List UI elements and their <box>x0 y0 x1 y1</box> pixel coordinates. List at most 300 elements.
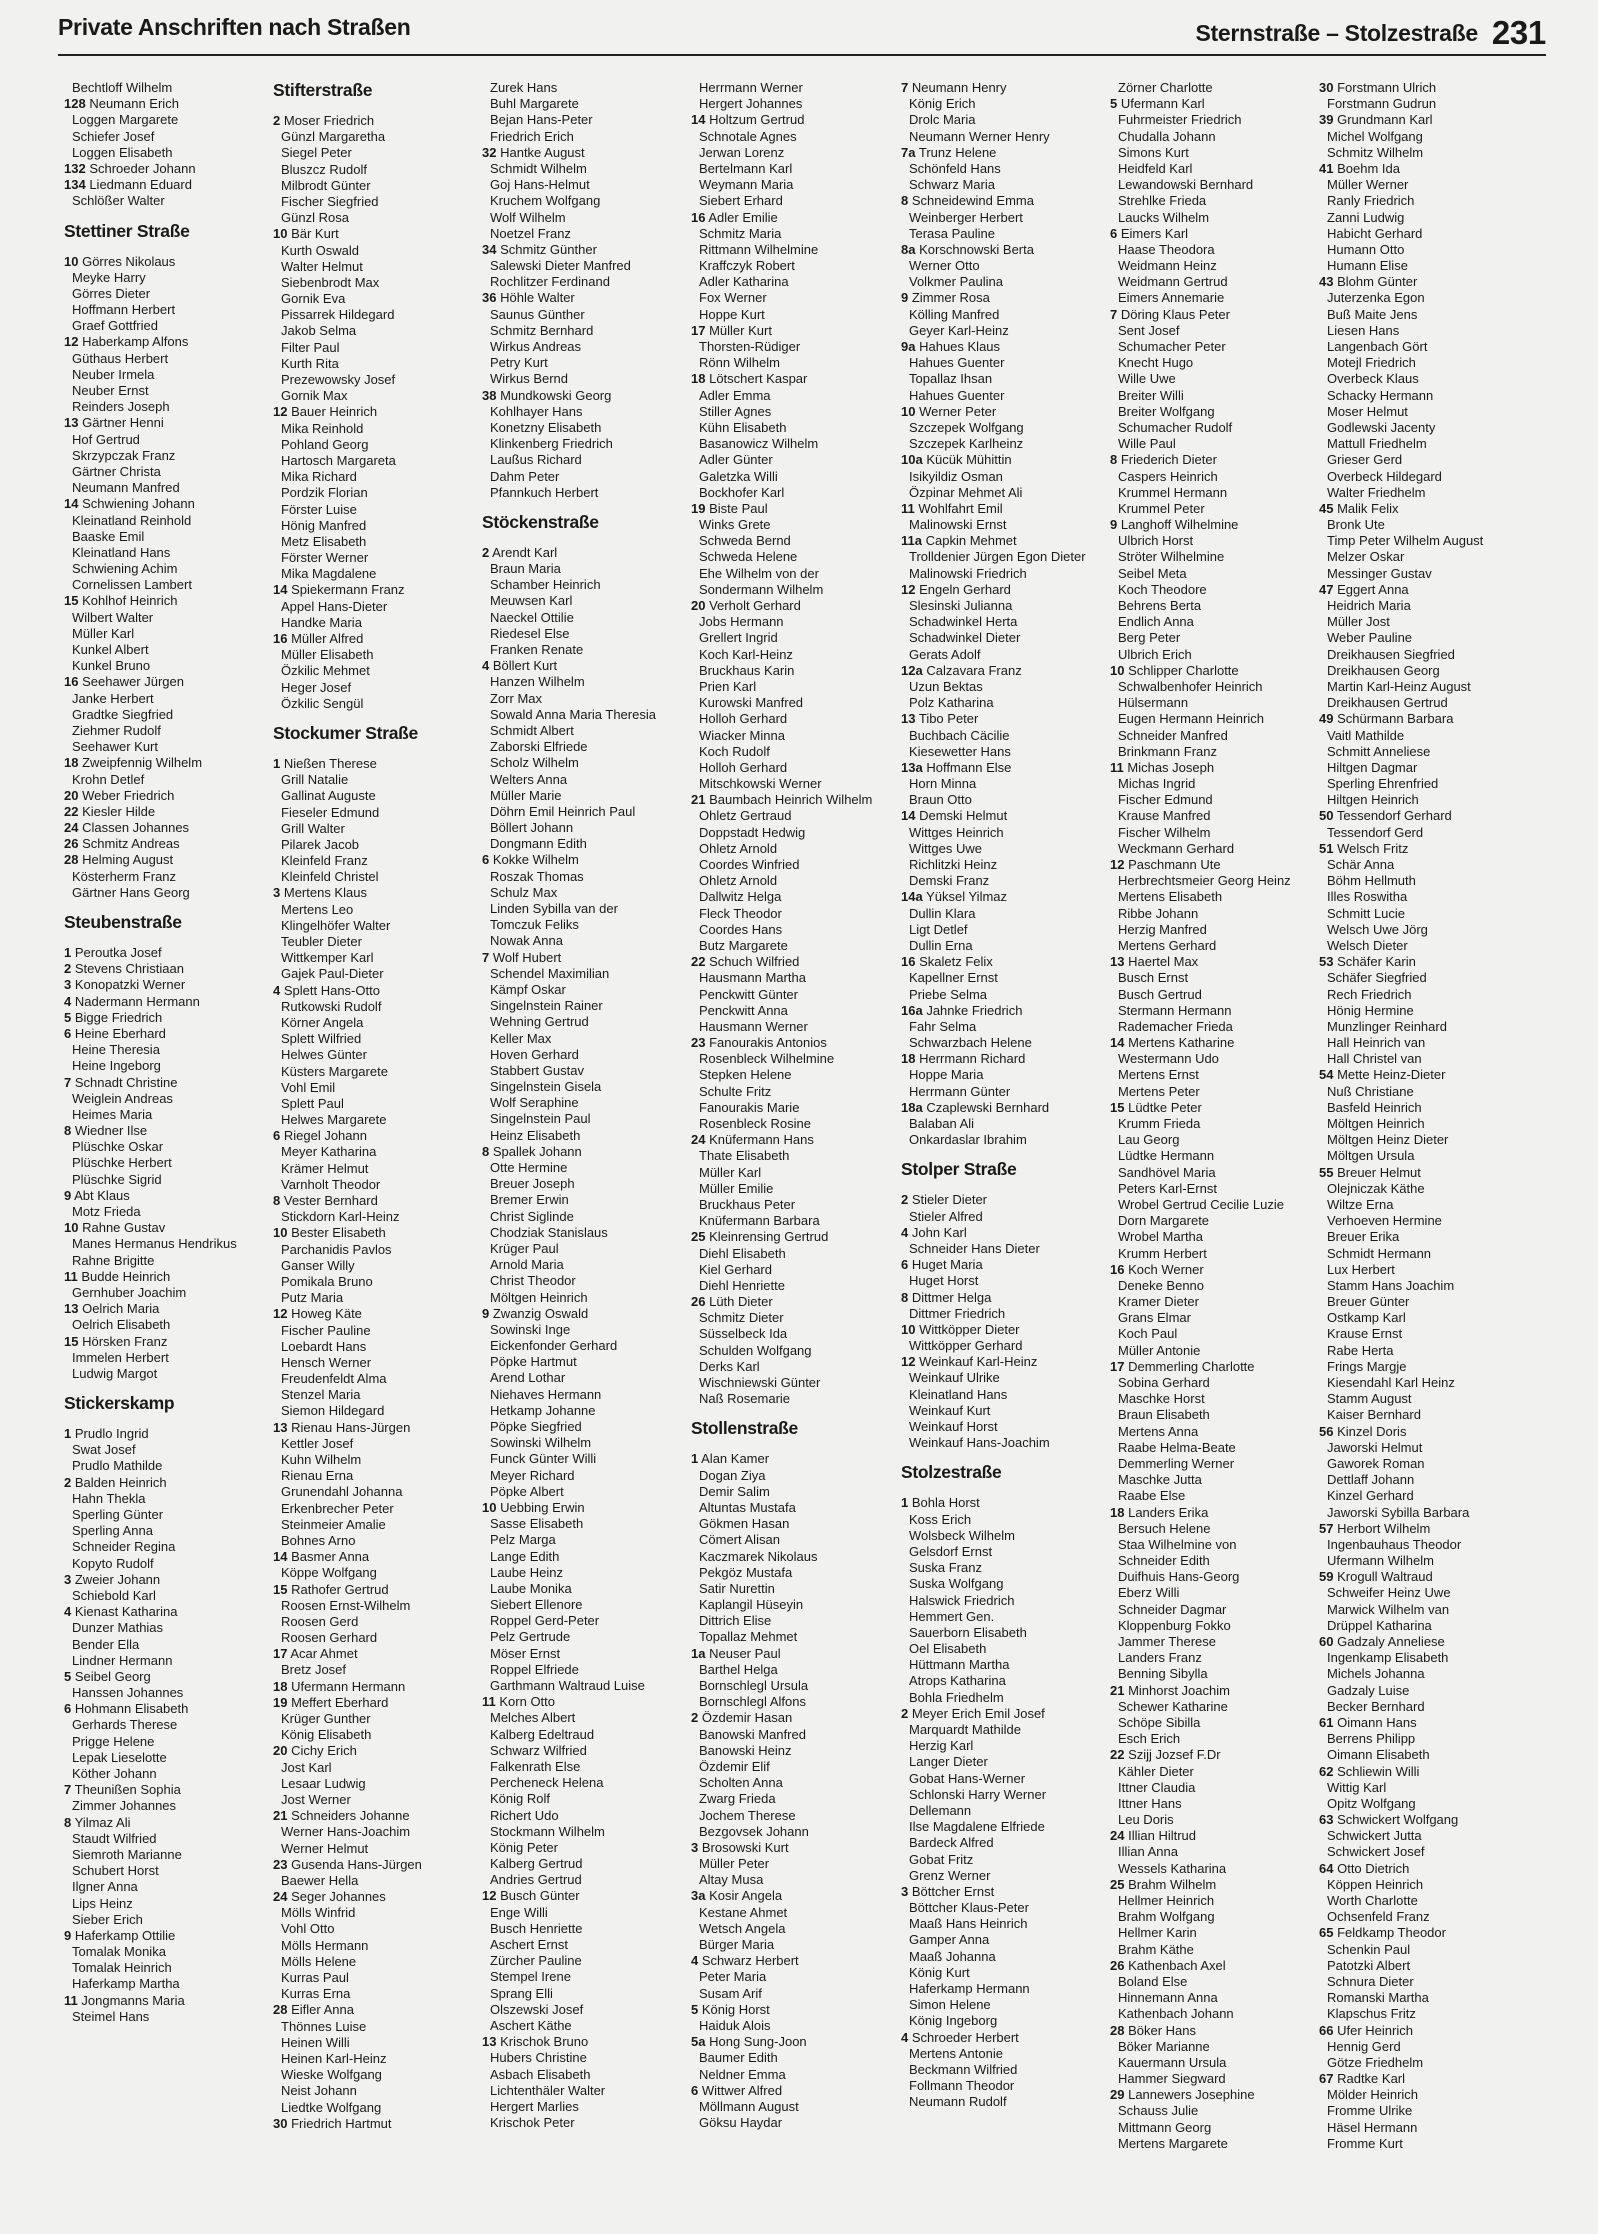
resident-entry <box>273 1242 483 1258</box>
resident-entry <box>1319 469 1529 485</box>
resident-entry <box>64 129 274 145</box>
resident-entry <box>1319 792 1529 808</box>
resident-name: Prezewowsky Josef <box>281 372 396 387</box>
resident-entry <box>1319 404 1529 420</box>
resident-entry <box>901 1771 1111 1787</box>
resident-entry <box>1319 1537 1529 1553</box>
resident-name: Kathenbach Axel <box>1128 1957 1226 1973</box>
resident-name: Kosir Angela <box>709 1888 783 1904</box>
house-number: 8 <box>482 1143 490 1159</box>
resident-entry <box>64 1701 274 1717</box>
resident-name: Weinkauf Hans-Joachim <box>909 1435 1050 1451</box>
resident-name: Priebe Selma <box>909 986 988 1002</box>
resident-entry <box>64 1058 274 1074</box>
resident-entry <box>1110 1343 1320 1359</box>
resident-entry <box>482 226 692 242</box>
resident-entry <box>1319 226 1529 242</box>
resident-name: Hausmann Werner <box>699 1018 808 1034</box>
resident-name: Reinders Joseph <box>72 399 170 415</box>
resident-name: Kunkel Bruno <box>72 658 151 674</box>
resident-name: Seger Johannes <box>291 1889 386 1905</box>
resident-entry <box>64 1539 274 1555</box>
resident-name: Eggert Anna <box>1337 581 1409 597</box>
resident-name: Mitschkowski Werner <box>699 776 822 792</box>
resident-name: Wilbert Walter <box>72 609 154 625</box>
resident-entry <box>1110 1197 1320 1213</box>
resident-name: Bester Elisabeth <box>291 1225 386 1241</box>
house-number: 8 <box>64 1814 72 1830</box>
resident-name: Berrens Philipp <box>1327 1731 1416 1747</box>
resident-name: Lannewers Josephine <box>1128 2087 1255 2103</box>
resident-name: Schumacher Rudolf <box>1118 419 1233 435</box>
resident-name: Gaworek Roman <box>1327 1455 1425 1471</box>
resident-entry <box>273 113 483 129</box>
house-number: 3 <box>691 1839 699 1855</box>
resident-entry <box>273 534 483 550</box>
resident-name: Malinowski Ernst <box>909 517 1007 533</box>
resident-entry <box>64 1620 274 1636</box>
resident-name: Radtke Karl <box>1337 2071 1406 2087</box>
resident-name: Balden Heinrich <box>74 1474 167 1490</box>
resident-entry <box>901 2030 1111 2046</box>
resident-name: Wischniewski Günter <box>699 1375 821 1390</box>
resident-entry <box>1319 825 1529 841</box>
resident-entry <box>901 1132 1111 1148</box>
resident-entry <box>901 614 1111 630</box>
resident-entry <box>1110 1407 1320 1423</box>
resident-entry <box>1110 404 1320 420</box>
house-number: 9 <box>901 290 909 306</box>
resident-name: Schlößer Walter <box>72 193 165 209</box>
resident-name: Naß Rosemarie <box>699 1391 791 1407</box>
resident-entry <box>482 642 692 658</box>
resident-name: Winks Grete <box>699 517 771 533</box>
resident-entry <box>273 1387 483 1403</box>
house-number: 25 <box>1110 1876 1125 1892</box>
resident-entry <box>901 1419 1111 1435</box>
resident-name: Huget Maria <box>911 1257 983 1273</box>
resident-entry <box>901 517 1111 533</box>
resident-entry <box>273 1954 483 1970</box>
resident-entry <box>273 1921 483 1937</box>
resident-name: Becker Bernhard <box>1327 1698 1425 1714</box>
resident-entry <box>1319 873 1529 889</box>
resident-entry <box>273 1986 483 2002</box>
house-number: 43 <box>1319 274 1334 290</box>
resident-name: Sowald Anna Maria Theresia <box>490 706 656 722</box>
house-number: 12 <box>482 1888 497 1904</box>
resident-entry <box>901 404 1111 420</box>
resident-name: König Peter <box>490 1839 558 1855</box>
resident-entry <box>901 1387 1111 1403</box>
resident-name: Stempel Irene <box>490 1969 571 1985</box>
resident-name: Grenz Werner <box>909 1867 991 1883</box>
resident-entry <box>64 1139 274 1155</box>
resident-name: Haiduk Alois <box>699 2017 771 2033</box>
resident-entry <box>273 275 483 291</box>
resident-entry <box>691 290 901 306</box>
resident-name: Gärtner Christa <box>72 463 161 479</box>
resident-entry <box>273 1128 483 1144</box>
resident-name: Welsch Dieter <box>1327 937 1408 953</box>
resident-name: Konopatzki Werner <box>74 977 186 993</box>
resident-name: Möltgen Heinrich <box>490 1289 588 1305</box>
resident-entry <box>482 1306 692 1322</box>
resident-name: Hönig Manfred <box>281 517 367 533</box>
resident-entry <box>1319 452 1529 468</box>
resident-name: Krummel Peter <box>1118 500 1205 516</box>
resident-name: Forstmann Gudrun <box>1327 96 1437 112</box>
resident-name: Gobat Hans-Werner <box>909 1770 1026 1786</box>
resident-entry <box>482 1597 692 1613</box>
resident-name: Fox Werner <box>699 290 767 306</box>
resident-entry <box>901 1019 1111 1035</box>
resident-name: Banowski Manfred <box>699 1726 806 1742</box>
street-heading: Stöckenstraße <box>482 511 599 532</box>
directory-column <box>482 80 692 2131</box>
resident-name: Plüschke Sigrid <box>72 1171 162 1187</box>
resident-entry <box>482 917 692 933</box>
resident-name: Tibo Peter <box>918 711 979 727</box>
resident-entry <box>482 242 692 258</box>
resident-entry <box>482 210 692 226</box>
resident-name: Kleinfeld Christel <box>281 869 379 885</box>
resident-name: Ulbrich Horst <box>1118 533 1194 549</box>
resident-entry <box>273 1209 483 1225</box>
resident-entry <box>482 1581 692 1597</box>
resident-name: Pöpke Siegfried <box>490 1419 582 1434</box>
resident-entry <box>901 1084 1111 1100</box>
resident-entry <box>273 1760 483 1776</box>
resident-entry <box>64 1734 274 1750</box>
resident-name: Roosen Gerhard <box>281 1630 378 1646</box>
resident-entry <box>1319 1326 1529 1342</box>
resident-name: Wolsbeck Wilhelm <box>909 1527 1015 1543</box>
resident-entry <box>901 112 1111 128</box>
resident-name: Hanzen Wilhelm <box>490 674 585 690</box>
resident-name: Helwes Günter <box>281 1047 367 1063</box>
resident-name: Illes Roswitha <box>1327 889 1408 905</box>
resident-entry <box>1319 1569 1529 1585</box>
resident-name: Schürmann Barbara <box>1337 711 1454 727</box>
resident-entry <box>901 1435 1111 1451</box>
resident-name: Möser Ernst <box>490 1645 561 1661</box>
resident-name: Suska Wolfgang <box>909 1576 1004 1592</box>
resident-entry <box>1319 922 1529 938</box>
resident-name: Gamper Anna <box>909 1932 990 1948</box>
resident-entry <box>273 1679 483 1695</box>
resident-name: Möltgen Heinrich <box>1327 1116 1425 1131</box>
resident-name: Mertens Anna <box>1118 1423 1199 1439</box>
house-number: 6 <box>64 1025 72 1041</box>
resident-name: Maaß Hans Heinrich <box>909 1916 1028 1932</box>
resident-name: Laube Monika <box>490 1580 572 1596</box>
resident-entry <box>901 792 1111 808</box>
resident-entry <box>64 1366 274 1382</box>
resident-entry <box>691 1500 901 1516</box>
resident-name: Illian Hiltrud <box>1128 1828 1197 1844</box>
resident-entry <box>1110 1537 1320 1553</box>
house-number: 54 <box>1319 1067 1334 1083</box>
resident-name: Juterzenka Egon <box>1327 290 1425 306</box>
resident-name: Mertens Peter <box>1118 1083 1200 1099</box>
street-heading: Stettiner Straße <box>64 220 190 241</box>
resident-name: Gradtke Siegfried <box>72 706 174 722</box>
house-number: 17 <box>273 1646 288 1662</box>
resident-entry <box>691 1775 901 1791</box>
resident-name: Paschmann Ute <box>1128 857 1221 872</box>
house-number: 21 <box>273 1808 288 1824</box>
resident-entry <box>482 1500 692 1516</box>
resident-name: Wirkus Andreas <box>490 339 582 354</box>
resident-name: Schwiening Johann <box>82 496 195 512</box>
resident-entry <box>273 210 483 226</box>
resident-entry <box>273 356 483 372</box>
resident-name: Günzl Margaretha <box>281 129 386 145</box>
house-number: 34 <box>482 241 497 257</box>
resident-name: Schlipper Charlotte <box>1128 662 1239 678</box>
resident-name: Müller Jost <box>1327 614 1390 630</box>
resident-entry <box>64 112 274 128</box>
resident-entry <box>1319 906 1529 922</box>
resident-entry <box>691 1694 901 1710</box>
resident-name: Heine Ingeborg <box>72 1058 161 1074</box>
house-number: 60 <box>1319 1634 1334 1649</box>
resident-entry <box>691 889 901 905</box>
resident-entry <box>901 242 1111 258</box>
resident-entry <box>691 2034 901 2050</box>
house-number: 45 <box>1319 500 1334 516</box>
resident-name: Richlitzki Heinz <box>909 857 998 872</box>
resident-name: Opitz Wolfgang <box>1327 1795 1416 1811</box>
resident-entry <box>1110 1359 1320 1375</box>
resident-name: Pissarrek Hildegard <box>281 307 395 323</box>
resident-entry <box>64 977 274 993</box>
resident-name: Malik Felix <box>1337 500 1399 516</box>
resident-entry <box>64 432 274 448</box>
resident-entry <box>1319 1812 1529 1828</box>
resident-entry <box>482 1209 692 1225</box>
resident-name: Zwarg Frieda <box>699 1791 776 1807</box>
resident-entry <box>691 1532 901 1548</box>
resident-name: Schneider Manfred <box>1118 727 1228 743</box>
resident-entry <box>273 2019 483 2035</box>
resident-name: Fieseler Edmund <box>281 804 380 820</box>
resident-entry <box>691 1246 901 1262</box>
resident-entry <box>482 707 692 723</box>
resident-entry <box>64 945 274 961</box>
resident-entry <box>691 274 901 290</box>
resident-entry <box>64 1269 274 1285</box>
resident-name: Schwarz Herbert <box>701 1953 799 1969</box>
resident-entry <box>273 129 483 145</box>
resident-entry <box>901 129 1111 145</box>
resident-entry <box>64 1442 274 1458</box>
resident-entry <box>901 906 1111 922</box>
resident-name: Brahm Wilhelm <box>1128 1876 1217 1892</box>
resident-entry <box>901 210 1111 226</box>
house-number: 66 <box>1319 2022 1334 2038</box>
resident-entry <box>691 582 901 598</box>
resident-name: Handke Maria <box>281 614 362 630</box>
house-number: 2 <box>64 961 72 977</box>
resident-entry <box>901 938 1111 954</box>
resident-entry <box>691 323 901 339</box>
resident-entry <box>1110 549 1320 565</box>
house-number: 8 <box>901 193 909 209</box>
resident-entry <box>273 2035 483 2051</box>
resident-name: Sperling Günter <box>72 1507 164 1522</box>
resident-name: Meyke Harry <box>72 269 146 285</box>
resident-name: Hausmann Martha <box>699 970 806 986</box>
resident-entry <box>64 1010 274 1026</box>
resident-name: Ehe Wilhelm von der <box>699 565 819 581</box>
resident-entry <box>64 1637 274 1653</box>
resident-name: Häsel Hermann <box>1327 2119 1418 2135</box>
resident-name: Kurth Rita <box>281 355 339 371</box>
resident-entry <box>64 1976 274 1992</box>
resident-name: Özdemir Elif <box>699 1758 770 1774</box>
resident-name: Grieser Gerd <box>1327 452 1403 468</box>
resident-name: Romanski Martha <box>1327 1990 1429 2006</box>
resident-name: Laußus Richard <box>490 452 582 468</box>
resident-name: Kauermann Ursula <box>1118 2054 1227 2070</box>
resident-name: Wittköpper Gerhard <box>909 1338 1023 1354</box>
resident-entry <box>482 355 692 371</box>
resident-entry <box>1319 1197 1529 1213</box>
house-number: 1a <box>691 1645 706 1661</box>
resident-entry <box>901 922 1111 938</box>
resident-name: Grellert Ingrid <box>699 630 778 646</box>
house-number: 132 <box>64 160 86 176</box>
resident-name: Schmidt Hermann <box>1327 1245 1432 1261</box>
resident-entry <box>1319 1488 1529 1504</box>
resident-name: Ufermann Hermann <box>291 1678 406 1694</box>
resident-entry <box>482 1435 692 1451</box>
resident-entry <box>273 1193 483 1209</box>
resident-name: Rosenbleck Rosine <box>699 1116 812 1131</box>
resident-entry <box>482 610 692 626</box>
house-number: 7 <box>64 1074 72 1090</box>
house-number: 22 <box>64 803 79 819</box>
resident-entry <box>901 1035 1111 1051</box>
resident-name: Weinkauf Horst <box>909 1419 998 1434</box>
house-number: 5 <box>691 2001 699 2017</box>
resident-name: Mertens Klaus <box>283 885 367 901</box>
resident-entry <box>1110 1051 1320 1067</box>
resident-entry <box>273 1096 483 1112</box>
house-number: 7 <box>1110 306 1118 322</box>
resident-name: Drolc Maria <box>909 112 976 128</box>
resident-entry <box>1110 2071 1320 2087</box>
resident-entry <box>1319 112 1529 128</box>
resident-entry <box>1319 776 1529 792</box>
resident-name: Ohletz Arnold <box>699 873 778 889</box>
resident-name: Koch Paul <box>1118 1326 1178 1342</box>
resident-name: Herrmann Werner <box>699 80 803 95</box>
resident-entry <box>691 339 901 355</box>
resident-name: Kurras Erna <box>281 1986 351 2002</box>
resident-entry <box>1319 1844 1529 1860</box>
resident-name: Nowak Anna <box>490 933 563 949</box>
resident-entry <box>64 852 274 868</box>
resident-entry <box>1319 663 1529 679</box>
resident-entry <box>482 577 692 593</box>
resident-entry <box>273 323 483 339</box>
resident-entry <box>901 1706 1111 1722</box>
resident-name: Loggen Elisabeth <box>72 144 173 160</box>
resident-entry <box>1110 533 1320 549</box>
resident-name: Hahn Thekla <box>72 1490 146 1506</box>
house-number: 8a <box>901 241 916 257</box>
resident-entry <box>691 987 901 1003</box>
house-number: 51 <box>1319 840 1334 856</box>
resident-entry <box>273 696 483 712</box>
resident-name: Prigge Helene <box>72 1733 155 1749</box>
resident-name: Weckmann Gerhard <box>1118 840 1235 856</box>
house-number: 38 <box>482 387 497 403</box>
resident-entry <box>64 1334 274 1350</box>
resident-entry <box>901 2046 1111 2062</box>
resident-name: Splett Wilfried <box>281 1031 362 1047</box>
resident-entry <box>273 1646 483 1662</box>
resident-name: Helwes Margarete <box>281 1112 387 1128</box>
resident-name: Adler Emma <box>699 387 771 403</box>
resident-entry <box>901 161 1111 177</box>
resident-entry <box>1110 1003 1320 1019</box>
resident-entry <box>482 1370 692 1386</box>
resident-name: Endlich Anna <box>1118 614 1194 630</box>
resident-entry <box>482 2115 692 2131</box>
resident-entry <box>482 755 692 771</box>
resident-entry <box>901 1819 1111 1835</box>
resident-entry <box>1319 1715 1529 1731</box>
resident-name: Oel Elisabeth <box>909 1641 987 1657</box>
house-number: 3 <box>64 977 72 993</box>
resident-name: Adler Katharina <box>699 274 789 290</box>
resident-entry <box>901 1673 1111 1689</box>
house-number: 20 <box>273 1743 288 1759</box>
house-number: 12 <box>273 1306 288 1322</box>
resident-entry <box>1319 1440 1529 1456</box>
resident-entry <box>482 1921 692 1937</box>
resident-name: Szczepek Karlheinz <box>909 436 1024 452</box>
resident-name: Walter Helmut <box>281 258 363 274</box>
resident-name: Hong Sung-Joon <box>709 2034 807 2050</box>
resident-entry <box>64 1075 274 1091</box>
resident-name: Schroeder Herbert <box>911 2029 1019 2045</box>
house-number: 16 <box>901 954 916 970</box>
resident-name: Möllmann August <box>699 2098 799 2114</box>
resident-entry <box>1319 1343 1529 1359</box>
resident-entry <box>1319 614 1529 630</box>
resident-entry <box>1110 760 1320 776</box>
resident-entry <box>901 307 1111 323</box>
resident-entry <box>901 1273 1111 1289</box>
resident-name: Raabe Helma-Beate <box>1118 1439 1236 1455</box>
resident-entry <box>482 1176 692 1192</box>
resident-name: Uzun Bektas <box>909 678 983 694</box>
resident-name: Eickenfonder Gerhard <box>490 1338 618 1354</box>
house-number: 25 <box>691 1229 706 1245</box>
resident-name: Prudlo Mathilde <box>72 1458 163 1474</box>
resident-entry <box>1319 1019 1529 1035</box>
resident-name: Calzavara Franz <box>926 662 1022 678</box>
resident-name: Kokke Wilhelm <box>492 852 579 868</box>
resident-entry <box>1110 80 1320 96</box>
resident-name: Neist Johann <box>281 2083 357 2099</box>
resident-name: Süsselbeck Ida <box>699 1326 788 1342</box>
